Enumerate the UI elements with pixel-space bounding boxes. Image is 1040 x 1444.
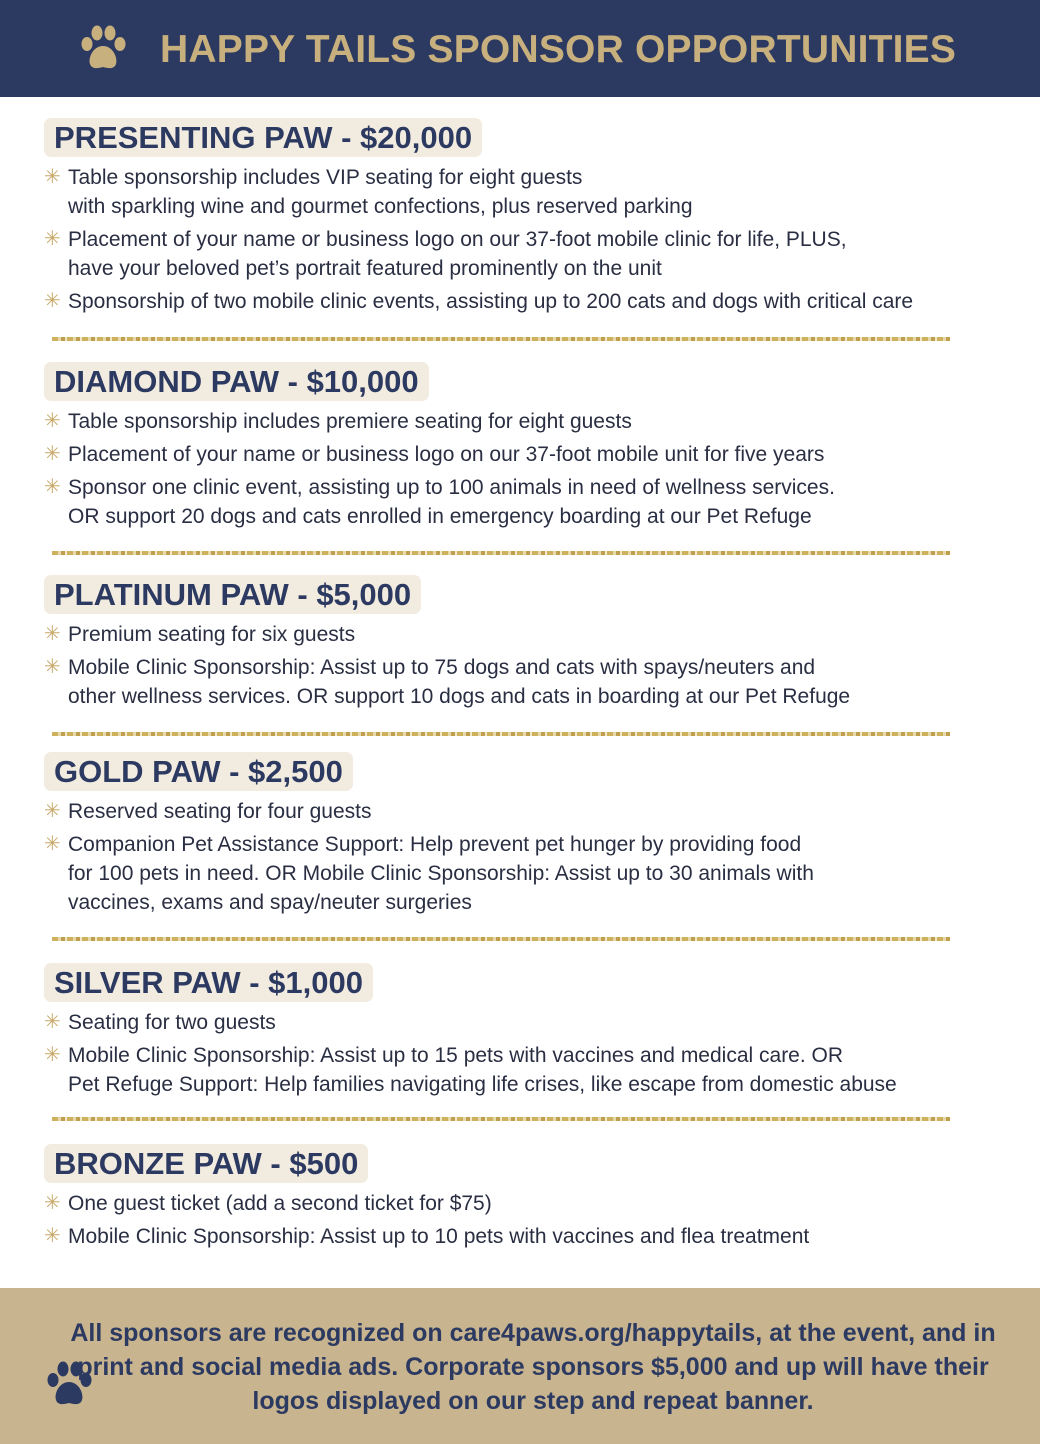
list-item: ✳ Sponsor one clinic event, assisting up to 100 animals in need of wellness services. OR support 20 dogs and cats enrolled in emergency boarding at our Pet Refuge <box>44 473 1004 531</box>
tier-heading: PRESENTING PAW - $20,000 <box>44 118 482 157</box>
tier-heading: SILVER PAW - $1,000 <box>44 963 373 1002</box>
list-item: ✳ Mobile Clinic Sponsorship: Assist up to 75 dogs and cats with spays/neuters and other wellness services. OR support 10 dogs and cats in boarding at our Pet Refuge <box>44 653 1004 711</box>
list-item: ✳ Mobile Clinic Sponsorship: Assist up to 15 pets with vaccines and medical care. OR Pet Refuge Support: Help families navigating life crises, like escape from domestic abuse <box>44 1041 1004 1099</box>
benefit-list <box>44 797 1004 917</box>
benefit-list <box>44 620 1004 711</box>
asterisk-icon: ✳ <box>44 290 61 312</box>
list-item: ✳ Sponsorship of two mobile clinic events, assisting up to 200 cats and dogs with critical care <box>44 287 1004 316</box>
gold-divider <box>52 937 950 941</box>
list-item: ✳ Reserved seating for four guests <box>44 797 1004 826</box>
gold-divider <box>52 732 950 736</box>
asterisk-icon: ✳ <box>44 1044 61 1066</box>
website-link[interactable]: care4paws.org/happytails <box>449 1319 756 1347</box>
asterisk-icon: ✳ <box>44 833 61 855</box>
tier-silver <box>44 963 1004 1103</box>
asterisk-icon: ✳ <box>44 1225 61 1247</box>
tier-bronze <box>44 1144 1004 1255</box>
asterisk-icon: ✳ <box>44 1011 61 1033</box>
asterisk-icon: ✳ <box>44 800 61 822</box>
list-item: ✳ Placement of your name or business logo on our 37-foot mobile clinic for life, PLUS, have your beloved pet’s portrait featured prominently on the unit <box>44 225 1004 283</box>
list-item: ✳ Mobile Clinic Sponsorship: Assist up to 10 pets with vaccines and flea treatment <box>44 1222 1004 1251</box>
asterisk-icon: ✳ <box>44 443 61 465</box>
benefit-list <box>44 407 1004 531</box>
asterisk-icon: ✳ <box>44 410 61 432</box>
benefit-list <box>44 163 1004 316</box>
benefit-list <box>44 1008 1004 1099</box>
asterisk-icon: ✳ <box>44 656 61 678</box>
tier-heading: GOLD PAW - $2,500 <box>44 752 353 791</box>
asterisk-icon: ✳ <box>44 1192 61 1214</box>
page-title: HAPPY TAILS SPONSOR OPPORTUNITIES <box>160 28 957 71</box>
asterisk-icon: ✳ <box>44 166 61 188</box>
asterisk-icon: ✳ <box>44 623 61 645</box>
benefit-list <box>44 1189 1004 1251</box>
list-item: ✳ Placement of your name or business logo on our 37-foot mobile unit for five years <box>44 440 1004 469</box>
tier-heading: DIAMOND PAW - $10,000 <box>44 362 429 401</box>
tier-heading: BRONZE PAW - $500 <box>44 1144 368 1183</box>
asterisk-icon: ✳ <box>44 228 61 250</box>
list-item: ✳ Seating for two guests <box>44 1008 1004 1037</box>
paw-icon <box>78 24 128 74</box>
tier-heading: PLATINUM PAW - $5,000 <box>44 575 421 614</box>
list-item: ✳ Table sponsorship includes premiere seating for eight guests <box>44 407 1004 436</box>
list-item: ✳ Premium seating for six guests <box>44 620 1004 649</box>
footer-banner <box>0 1288 1040 1444</box>
gold-divider <box>52 337 950 341</box>
list-item: ✳ Companion Pet Assistance Support: Help prevent pet hunger by providing food for 100 pets in need. OR Mobile Clinic Sponsorship: Assist up to 30 animals with vaccines, exams and spay/neuter surgeries <box>44 830 1004 917</box>
gold-divider <box>52 551 950 555</box>
list-item: ✳ Table sponsorship includes VIP seating for eight guests with sparkling wine and gourmet confections, plus reserved parking <box>44 163 1004 221</box>
header-banner <box>0 0 1040 97</box>
asterisk-icon: ✳ <box>44 476 61 498</box>
tier-diamond <box>44 362 1004 535</box>
gold-divider <box>52 1117 950 1121</box>
footer-text: All sponsors are recognized on care4paws.org/happytails, at the event, and in print and social media ads. Corporate sponsors $5,000 and up will have their logos displayed on our step and repeat banner. <box>70 1319 996 1415</box>
tier-gold <box>44 752 1004 921</box>
tier-platinum <box>44 575 1004 715</box>
list-item: ✳ One guest ticket (add a second ticket for $75) <box>44 1189 1004 1218</box>
tier-presenting <box>44 118 1004 320</box>
